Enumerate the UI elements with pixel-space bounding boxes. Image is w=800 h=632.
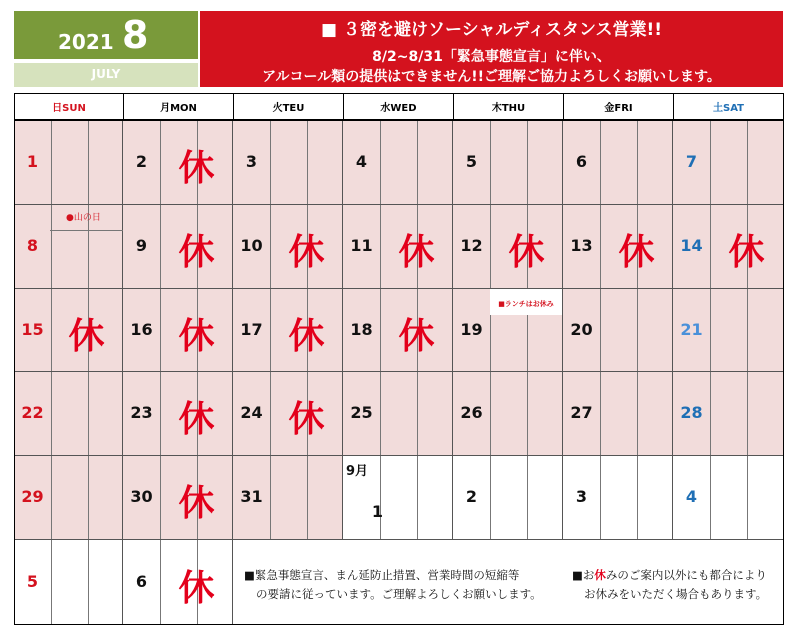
day-number: 31 [240, 487, 263, 506]
day-cell [233, 205, 343, 289]
day-cell [14, 289, 123, 372]
cell-divider [637, 456, 638, 539]
day-number: 5 [465, 151, 478, 171]
cell-divider [710, 120, 711, 204]
day-cell [673, 120, 784, 205]
holiday-tag: ●山の日 [66, 213, 101, 223]
closed-mark: 休 [178, 483, 215, 524]
notice-right-highlight: 休 [594, 568, 606, 582]
closed-mark: 休 [728, 232, 765, 273]
day-number: 16 [130, 319, 153, 339]
weekday-wed: 水WED [343, 93, 454, 120]
cell-divider [527, 372, 528, 455]
cell-divider [490, 372, 491, 455]
weekday-thu: 木THU [453, 93, 564, 120]
month-name-en: JULY [91, 67, 121, 81]
notice-right-prefix: ■お [572, 568, 595, 582]
day-cell [563, 289, 673, 372]
cell-divider [527, 456, 528, 539]
day-cell [14, 456, 123, 540]
cell-divider [747, 120, 748, 204]
day-cell [14, 120, 123, 205]
weekday-fri: 金FRI [563, 93, 674, 120]
weekday-sat: 土SAT [673, 93, 784, 120]
cell-divider [490, 456, 491, 539]
notice-banner [200, 11, 783, 87]
notice-left [244, 566, 542, 604]
day-number: 18 [350, 319, 373, 339]
notice-left-line-1: ■緊急事態宣言、まん延防止措置、営業時間の短縮等 [244, 568, 520, 582]
cell-divider [637, 120, 638, 204]
cell-divider [600, 120, 601, 204]
day-number: 25 [350, 403, 373, 422]
cell-divider [747, 372, 748, 455]
september-label: 9月 [346, 464, 369, 479]
day-cell [673, 456, 784, 540]
cell-divider [307, 120, 308, 204]
cell-divider [490, 120, 491, 204]
closed-mark: 休 [178, 315, 215, 357]
day-cell [343, 289, 453, 372]
notice-right-suffix: みのご案内以外にも都合により [605, 568, 767, 582]
cell-divider [88, 120, 89, 204]
notice-right-line-2: お休みをいただく場合もあります。 [584, 587, 768, 601]
holiday-divider [50, 230, 123, 231]
day-number: 17 [240, 319, 263, 339]
cell-divider [51, 540, 52, 624]
day-number: 1 [371, 502, 384, 521]
day-cell [123, 372, 233, 456]
day-cell [14, 540, 123, 625]
notice-left-line-2: の要請に従っています。ご理解よろしくお願いします。 [256, 587, 542, 601]
day-number: 22 [21, 403, 44, 422]
day-cell [343, 372, 453, 456]
day-number: 10 [240, 236, 263, 255]
day-cell [123, 540, 233, 625]
closed-mark: 休 [178, 399, 215, 440]
day-number: 3 [575, 487, 588, 506]
day-number: 15 [21, 319, 44, 339]
day-number: 20 [570, 319, 593, 339]
day-number: 30 [130, 487, 153, 506]
day-number: 23 [130, 403, 153, 422]
notice-line-2: アルコール類の提供はできません!!ご理解ご協力よろしくお願いします。 [262, 69, 721, 85]
day-number: 2 [135, 151, 148, 171]
notice-right [572, 566, 767, 604]
day-cell [563, 456, 673, 540]
cell-divider [88, 372, 89, 455]
day-number: 3 [245, 151, 258, 171]
cell-divider [380, 372, 381, 455]
closed-mark: 休 [178, 147, 215, 189]
day-cell [14, 372, 123, 456]
notice-right-line-1 [572, 566, 767, 585]
day-number: 26 [460, 403, 483, 422]
day-cell [233, 120, 343, 205]
weekday-tue: 火TEU [233, 93, 344, 120]
closed-mark: 休 [178, 232, 215, 273]
day-number: 11 [350, 236, 373, 255]
day-cell [453, 372, 563, 456]
cell-divider [51, 205, 52, 288]
cell-divider [747, 456, 748, 539]
day-number: 7 [685, 151, 698, 171]
day-number: 12 [460, 236, 483, 255]
day-cell [343, 120, 453, 205]
closed-mark: 休 [178, 567, 215, 609]
day-cell [233, 289, 343, 372]
month-number: 8 [122, 13, 149, 57]
cell-divider [417, 456, 418, 539]
notice-line-1: 8/2~8/31「緊急事態宣言」に伴い、 [372, 49, 611, 65]
cell-divider [710, 372, 711, 455]
weekday-sun: 日SUN [14, 93, 124, 120]
day-cell [233, 456, 343, 540]
day-cell [673, 289, 784, 372]
day-cell [123, 205, 233, 289]
day-cell [233, 372, 343, 456]
closed-mark: 休 [288, 232, 325, 273]
day-number: 6 [575, 151, 588, 171]
day-number: 4 [355, 151, 368, 171]
year-label: 2021 [58, 30, 114, 54]
day-cell [453, 456, 563, 540]
cell-divider [710, 456, 711, 539]
closed-mark: 休 [398, 232, 435, 273]
notice-title: ■ ３密を避けソーシャルディスタンス営業!! [321, 20, 662, 40]
day-number: 1 [26, 151, 39, 171]
closed-mark: 休 [68, 315, 105, 357]
day-cell [343, 205, 453, 289]
cell-divider [380, 120, 381, 204]
day-cell [123, 120, 233, 205]
day-cell [123, 289, 233, 372]
day-number: 14 [680, 236, 703, 255]
lunch-closed-tag: ■ランチはお休み [491, 293, 561, 315]
day-number: 2 [465, 487, 478, 506]
cell-divider [600, 456, 601, 539]
closed-mark: 休 [288, 315, 325, 357]
day-cell [123, 456, 233, 540]
weekday-mon: 月MON [123, 93, 234, 120]
day-number: 9 [135, 236, 148, 255]
day-number: 27 [570, 403, 593, 422]
day-number: 29 [21, 487, 44, 506]
cell-divider [527, 120, 528, 204]
cell-divider [417, 120, 418, 204]
cell-divider [51, 372, 52, 455]
closed-mark: 休 [618, 232, 655, 273]
cell-divider [417, 372, 418, 455]
day-number: 24 [240, 403, 263, 422]
day-number: 28 [680, 403, 703, 422]
day-cell [453, 205, 563, 289]
day-cell [453, 120, 563, 205]
day-number: 5 [26, 571, 39, 591]
cell-divider [270, 456, 271, 539]
cell-divider [88, 540, 89, 624]
day-number: 6 [135, 571, 148, 591]
day-number: 8 [26, 236, 39, 255]
cell-divider [380, 456, 381, 539]
closed-mark: 休 [288, 399, 325, 440]
closed-mark: 休 [398, 315, 435, 357]
cell-divider [51, 120, 52, 204]
day-cell [673, 372, 784, 456]
cell-divider [88, 456, 89, 539]
day-cell [673, 205, 784, 289]
day-cell [563, 372, 673, 456]
day-number: 13 [570, 236, 593, 255]
cell-divider [51, 456, 52, 539]
cell-divider [637, 289, 638, 371]
cell-divider [600, 289, 601, 371]
day-cell [563, 205, 673, 289]
day-cell [563, 120, 673, 205]
cell-divider [710, 289, 711, 371]
day-number: 21 [680, 319, 703, 339]
day-number: 4 [685, 487, 698, 506]
cell-divider [307, 456, 308, 539]
closed-mark: 休 [508, 232, 545, 273]
cell-divider [637, 372, 638, 455]
cell-divider [600, 372, 601, 455]
day-number: 19 [460, 319, 483, 339]
cell-divider [747, 289, 748, 371]
cell-divider [270, 120, 271, 204]
month-name-band [14, 63, 198, 87]
